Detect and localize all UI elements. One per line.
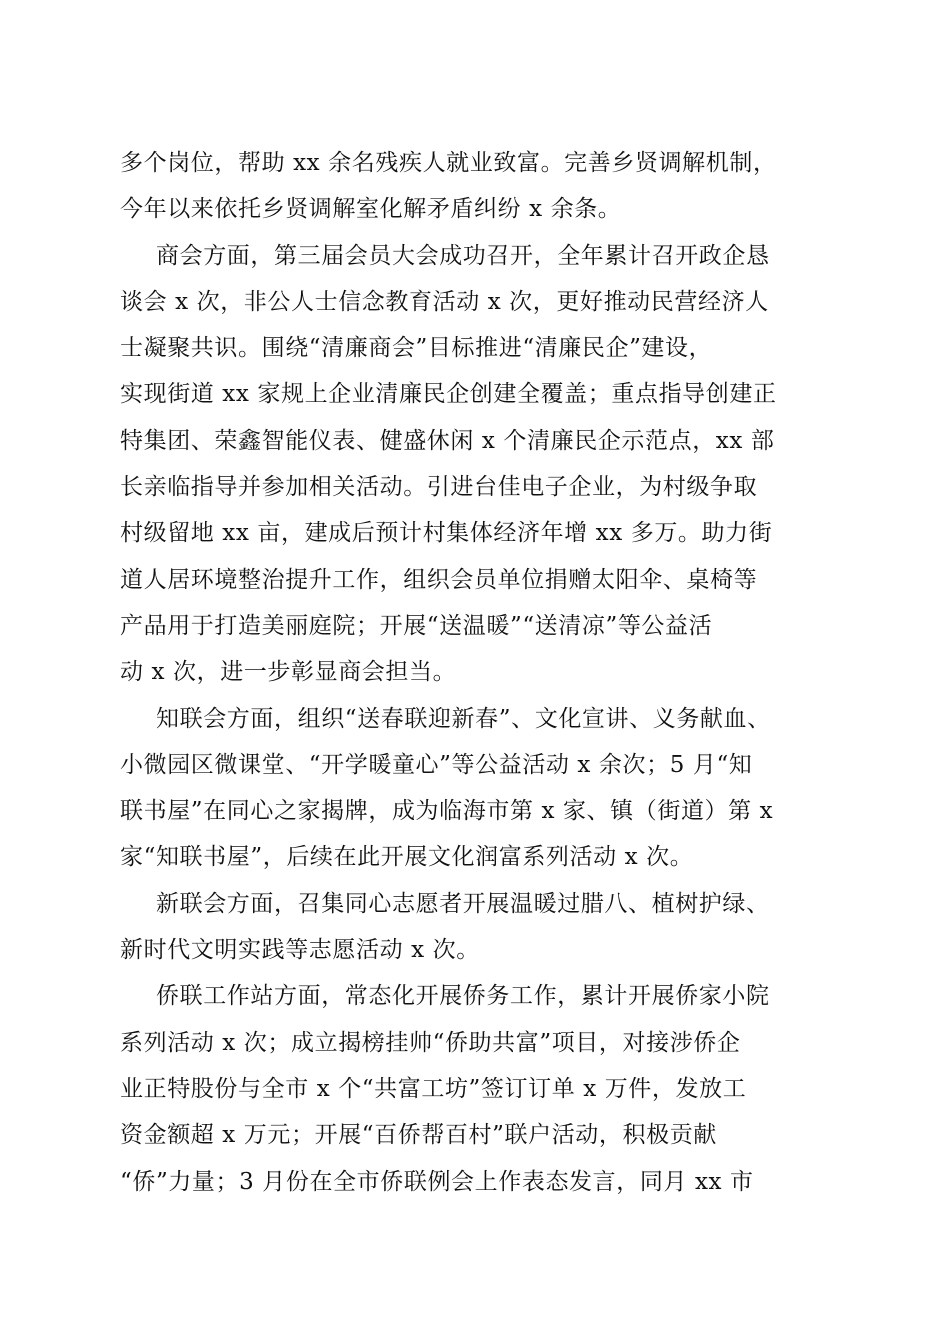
text-line: 资金额超 x 万元；开展“百侨帮百村”联户活动，积极贡献	[120, 1122, 717, 1149]
text-line: 家“知联书屋”，后续在此开展文化润富系列活动 x 次。	[120, 844, 694, 871]
text-line: 系列活动 x 次；成立揭榜挂帅“侨助共富”项目，对接涉侨企	[120, 1029, 741, 1056]
paragraph-chamber-of-commerce	[120, 233, 832, 696]
document-body	[120, 140, 832, 1205]
text-line: 新联会方面，召集同心志愿者开展温暖过腊八、植树护绿、	[156, 890, 770, 917]
paragraph-new-social-class	[120, 881, 832, 974]
text-line: 联书屋”在同心之家揭牌，成为临海市第 x 家、镇（街道）第 x	[120, 798, 774, 825]
text-line: 多个岗位，帮助 xx 余名残疾人就业致富。完善乡贤调解机制，	[120, 150, 777, 176]
text-line: “侨”力量；3 月份在全市侨联例会上作表态发言，同月 xx 市	[120, 1168, 754, 1195]
text-line: 道人居环境整治提升工作，组织会员单位捐赠太阳伞、桌椅等	[120, 566, 758, 593]
text-line: 知联会方面，组织“送春联迎新春”、文化宣讲、义务献血、	[156, 705, 771, 732]
text-line: 实现街道 xx 家规上企业清廉民企创建全覆盖；重点指导创建正	[120, 381, 777, 408]
text-line: 今年以来依托乡贤调解室化解矛盾纠纷 x 余条。	[120, 196, 622, 223]
text-line: 士凝聚共识。围绕“清廉商会”目标推进“清廉民企”建设，	[120, 335, 713, 362]
paragraph-intellectuals-association	[120, 696, 832, 881]
text-line: 产品用于打造美丽庭院；开展“送温暖”“送清凉”等公益活	[120, 612, 713, 639]
text-line: 业正特股份与全市 x 个“共富工坊”签订订单 x 万件，发放工	[120, 1075, 747, 1102]
paragraph-continuation	[120, 140, 832, 233]
text-line: 新时代文明实践等志愿活动 x 次。	[120, 937, 480, 964]
text-line: 小微园区微课堂、“开学暖童心”等公益活动 x 余次；5 月“知	[120, 751, 753, 778]
text-line: 动 x 次，进一步彰显商会担当。	[120, 659, 457, 686]
text-line: 谈会 x 次，非公人士信念教育活动 x 次，更好推动民营经济人	[120, 288, 769, 315]
text-line: 长亲临指导并参加相关活动。引进台佳电子企业，为村级争取	[120, 474, 758, 501]
text-line: 村级留地 xx 亩，建成后预计村集体经济年增 xx 多万。助力街	[120, 520, 773, 547]
text-line: 商会方面，第三届会员大会成功召开，全年累计召开政企恳	[156, 242, 770, 269]
text-line: 侨联工作站方面，常态化开展侨务工作，累计开展侨家小院	[156, 983, 770, 1010]
text-line: 特集团、荣鑫智能仪表、健盛休闲 x 个清廉民企示范点，xx 部	[120, 427, 775, 454]
paragraph-overseas-chinese	[120, 973, 832, 1204]
